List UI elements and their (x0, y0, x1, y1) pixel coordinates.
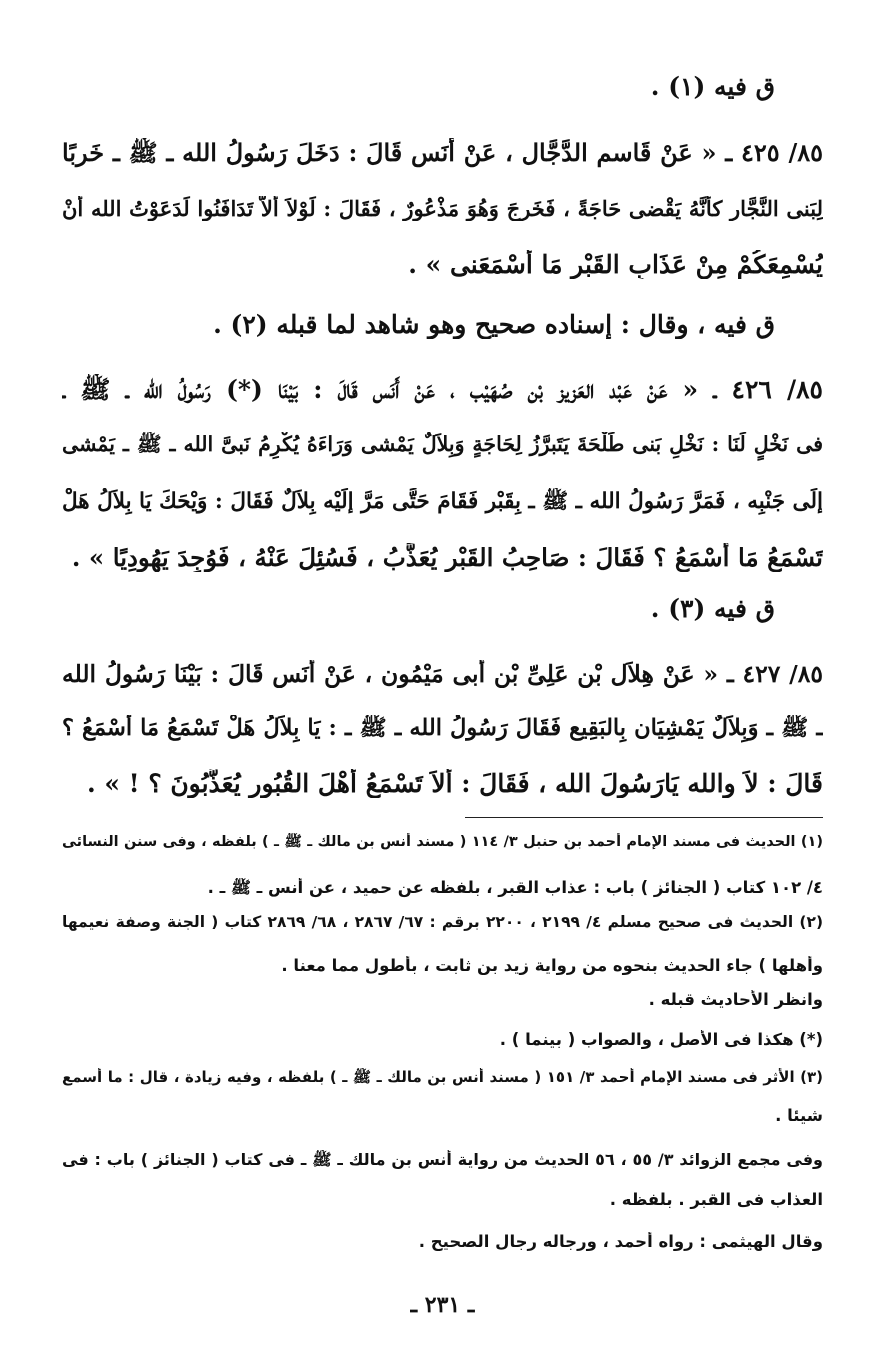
hadith-425-line-2: لِبَنى النَّجَّار كأَنَّهُ يَقْضى حَاجَةً ، فَخَرجَ وَهُوَ مَذْعُورٌ ، فَقَالَ : لَوْلاَ أَلاَّ تَدَافَنُوا لَدَعَوْتُ الله أَنْ (62, 196, 823, 221)
footnote-line: وقال الهيثمى : رواه أحمد ، ورجاله رجال الصحيح . (418, 1232, 823, 1251)
footnote-line: (٢) الحديث فى صحيح مسلم ٤/ ٢١٩٩ ، ٢٢٠٠ برقم : ٦٧/ ٢٨٦٧ ، ٦٨/ ٢٨٦٩ كتاب ( الجنة وصفة نعيمها (62, 913, 823, 931)
hadith-427-line-2: ـ ﷺ ـ وَبِلاَلٌ يَمْشِيَان بِالبَقِيع فَقَالَ رَسُولُ الله ـ ﷺ ـ : يَا بِلاَلُ هَلْ تَسْمَعُ مَا أَسْمَعُ ؟ (62, 715, 823, 741)
footnote-line: وأهلها ) جاء الحديث بنحوه من رواية زيد بن ثابت ، بأطول مما معنا . (281, 956, 823, 975)
hadith-426-line-3: إلَى جَنْبِه ، فَمَرَّ رَسُولُ الله ـ ﷺ ـ بِقَبْر فَقَامَ حَتَّى مَرَّ إلَيْه بِلاَلٌ فَقَالَ : وَيْحَكَ يَا بِلاَلُ هَلْ (62, 489, 823, 514)
text-line-source-note: ق فيه (٣) . (650, 594, 775, 623)
page-number: ـ ٢٣١ ـ (410, 1292, 475, 1318)
hadith-426-line-4: تَسْمَعُ مَا أَسْمَعُ ؟ فَقَالَ : صَاحِبُ القَبْرِ يُعَذَّبُ ، فَسُئِلَ عَنْهُ ، فَوُجِدَ يَهُودِيًا » . (71, 543, 823, 572)
footnote-line: وانظر الأحاديث قبله . (648, 990, 823, 1009)
footnote-line: ٤/ ١٠٢ كتاب ( الجنائز ) باب : عذاب القبر ، بلفظه عن حميد ، عن أنس ـ ﷺ ـ . (207, 878, 823, 897)
footnote-separator (465, 817, 823, 818)
hadith-426-line-1: ٨٥/ ٤٢٦ ـ « عَنْ عَبْد العَزيز بْن صُهَيْب ، عَنْ أَنَس قَالَ : بَيْنَا (*) رَسُولُ الله ـ ﷺ ـ (62, 375, 823, 404)
hadith-425-line-1: ٨٥/ ٤٢٥ ـ « عَنْ قَاسم الدَّجَّال ، عَنْ أَنَس قَالَ : دَخَلَ رَسُولُ الله ـ ﷺ ـ خَربًا (62, 138, 823, 167)
footnote-line: وفى مجمع الزوائد ٣/ ٥٥ ، ٥٦ الحديث من رواية أنس بن مالك ـ ﷺ ـ فى كتاب ( الجنائز ) باب : فى (62, 1150, 823, 1169)
hadith-427-line-3: قَالَ : لاَ والله يَارَسُولَ الله ، فَقَالَ : أَلاَ تَسْمَعُ أَهْلَ القُبُورِ يُعَذَّبُونَ ؟ ! » . (86, 769, 823, 798)
hadith-427-line-1: ٨٥/ ٤٢٧ ـ « عَنْ هِلاَل بْن عَلِىِّ بْن أَبى مَيْمُون ، عَنْ أَنَس قَالَ : بَيْنَا رَسُولُ الله (62, 660, 823, 688)
hadith-425-line-3: يُسْمِعَكُمْ مِنْ عَذَابِ القَبْرِ مَا أَسْمَعَنى » . (408, 250, 823, 279)
footnote-line: (٣) الأثر فى مسند الإمام أحمد ٣/ ١٥١ ( مسند أنس بن مالك ـ ﷺ ـ ) بلفظه ، وفيه زيادة ، قال : ما أسمع (62, 1068, 823, 1086)
text-line-source-note: ق فيه ، وقال : إسناده صحيح وهو شاهد لما قبله (٢) . (213, 310, 775, 339)
text-line-source-note: ق فيه (١) . (650, 72, 775, 101)
footnote-line: (١) الحديث فى مسند الإمام أحمد بن حنبل ٣/ ١١٤ ( مسند أنس بن مالك ـ ﷺ ـ ) بلفظه ، وفى سنن النسائى (62, 834, 823, 850)
footnote-line: (*) هكذا فى الأصل ، والصواب ( بينما ) . (499, 1030, 823, 1049)
footnote-line: العذاب فى القبر . بلفظه . (609, 1190, 823, 1209)
hadith-426-line-2: فى نَخْلٍ لَنَا : نَخْلِ بَنى طَلْحَةَ يَتَبرَّزُ لِحَاجَةٍ وَبِلاَلٌ يَمْشى وَرَاءَهُ يُكْرِمُ نَبىَّ الله ـ ﷺ ـ يَمْشى (62, 432, 823, 456)
footnote-line: شيئا . (775, 1106, 823, 1125)
